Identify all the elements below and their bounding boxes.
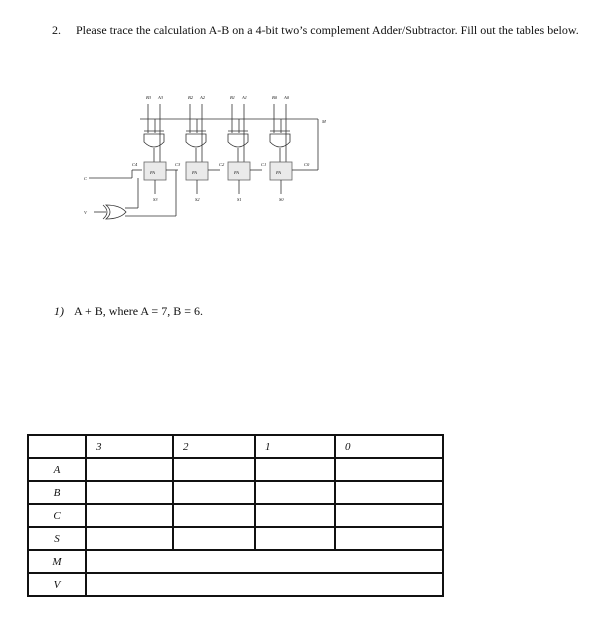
header-row bbox=[28, 435, 443, 458]
cell-s-0[interactable] bbox=[335, 527, 443, 550]
c1-label: C1 bbox=[261, 162, 267, 167]
bit-header-2: 2 bbox=[173, 435, 255, 458]
c3-label: C3 bbox=[175, 162, 181, 167]
adder-subtractor-diagram bbox=[80, 92, 340, 228]
question-number: 2. bbox=[52, 23, 61, 37]
v-label: V bbox=[84, 210, 87, 215]
cell-b-3[interactable] bbox=[86, 481, 173, 504]
s3-label: S3 bbox=[153, 197, 158, 202]
cell-c-2[interactable] bbox=[173, 504, 255, 527]
row-label-v: V bbox=[28, 573, 86, 596]
b0-label: B0 bbox=[272, 95, 277, 100]
bit-header-0: 0 bbox=[335, 435, 443, 458]
cell-a-3[interactable] bbox=[86, 458, 173, 481]
cell-b-0[interactable] bbox=[335, 481, 443, 504]
cell-s-1[interactable] bbox=[255, 527, 335, 550]
a3-label: A3 bbox=[158, 95, 163, 100]
fa-1-label: FA bbox=[234, 170, 239, 175]
cell-a-0[interactable] bbox=[335, 458, 443, 481]
cell-c-3[interactable] bbox=[86, 504, 173, 527]
row-v bbox=[28, 573, 443, 596]
row-label-c: C bbox=[28, 504, 86, 527]
cell-v[interactable] bbox=[86, 573, 443, 596]
row-m bbox=[28, 550, 443, 573]
c0-label: C0 bbox=[304, 162, 310, 167]
row-label-b: B bbox=[28, 481, 86, 504]
row-s bbox=[28, 527, 443, 550]
fa-2-label: FA bbox=[192, 170, 197, 175]
b2-label: B2 bbox=[188, 95, 193, 100]
row-label-m: M bbox=[28, 550, 86, 573]
bit-header-1: 1 bbox=[255, 435, 335, 458]
cell-c-0[interactable] bbox=[335, 504, 443, 527]
bit-header-3: 3 bbox=[86, 435, 173, 458]
c-label: C bbox=[84, 176, 88, 181]
s1-label: S1 bbox=[237, 197, 242, 202]
b1-label: B1 bbox=[230, 95, 235, 100]
cell-a-2[interactable] bbox=[173, 458, 255, 481]
c2-label: C2 bbox=[219, 162, 225, 167]
cell-m[interactable] bbox=[86, 550, 443, 573]
question-text: Please trace the calculation A-B on a 4-bit two’s complement Adder/Subtractor. Fill out the tables below. bbox=[76, 23, 579, 37]
a2-label: A2 bbox=[200, 95, 205, 100]
corner-cell bbox=[28, 435, 86, 458]
row-a bbox=[28, 458, 443, 481]
row-b bbox=[28, 481, 443, 504]
cell-a-1[interactable] bbox=[255, 458, 335, 481]
row-label-s: S bbox=[28, 527, 86, 550]
a0-label: A0 bbox=[284, 95, 289, 100]
trace-table bbox=[27, 434, 444, 597]
row-label-a: A bbox=[28, 458, 86, 481]
cell-s-3[interactable] bbox=[86, 527, 173, 550]
fa-0-label: FA bbox=[276, 170, 281, 175]
c4-label: C4 bbox=[132, 162, 138, 167]
m-label: M bbox=[322, 119, 326, 124]
s0-label: S0 bbox=[279, 197, 284, 202]
fa-3-label: FA bbox=[150, 170, 155, 175]
cell-c-1[interactable] bbox=[255, 504, 335, 527]
a1-label: A1 bbox=[242, 95, 247, 100]
s2-label: S2 bbox=[195, 197, 200, 202]
cell-b-1[interactable] bbox=[255, 481, 335, 504]
cell-b-2[interactable] bbox=[173, 481, 255, 504]
part-1-prompt bbox=[54, 304, 203, 319]
part-1-expression: A + B, where A = 7, B = 6. bbox=[74, 304, 203, 318]
cell-s-2[interactable] bbox=[173, 527, 255, 550]
part-1-number: 1) bbox=[54, 304, 64, 318]
b3-label: B3 bbox=[146, 95, 151, 100]
row-c bbox=[28, 504, 443, 527]
